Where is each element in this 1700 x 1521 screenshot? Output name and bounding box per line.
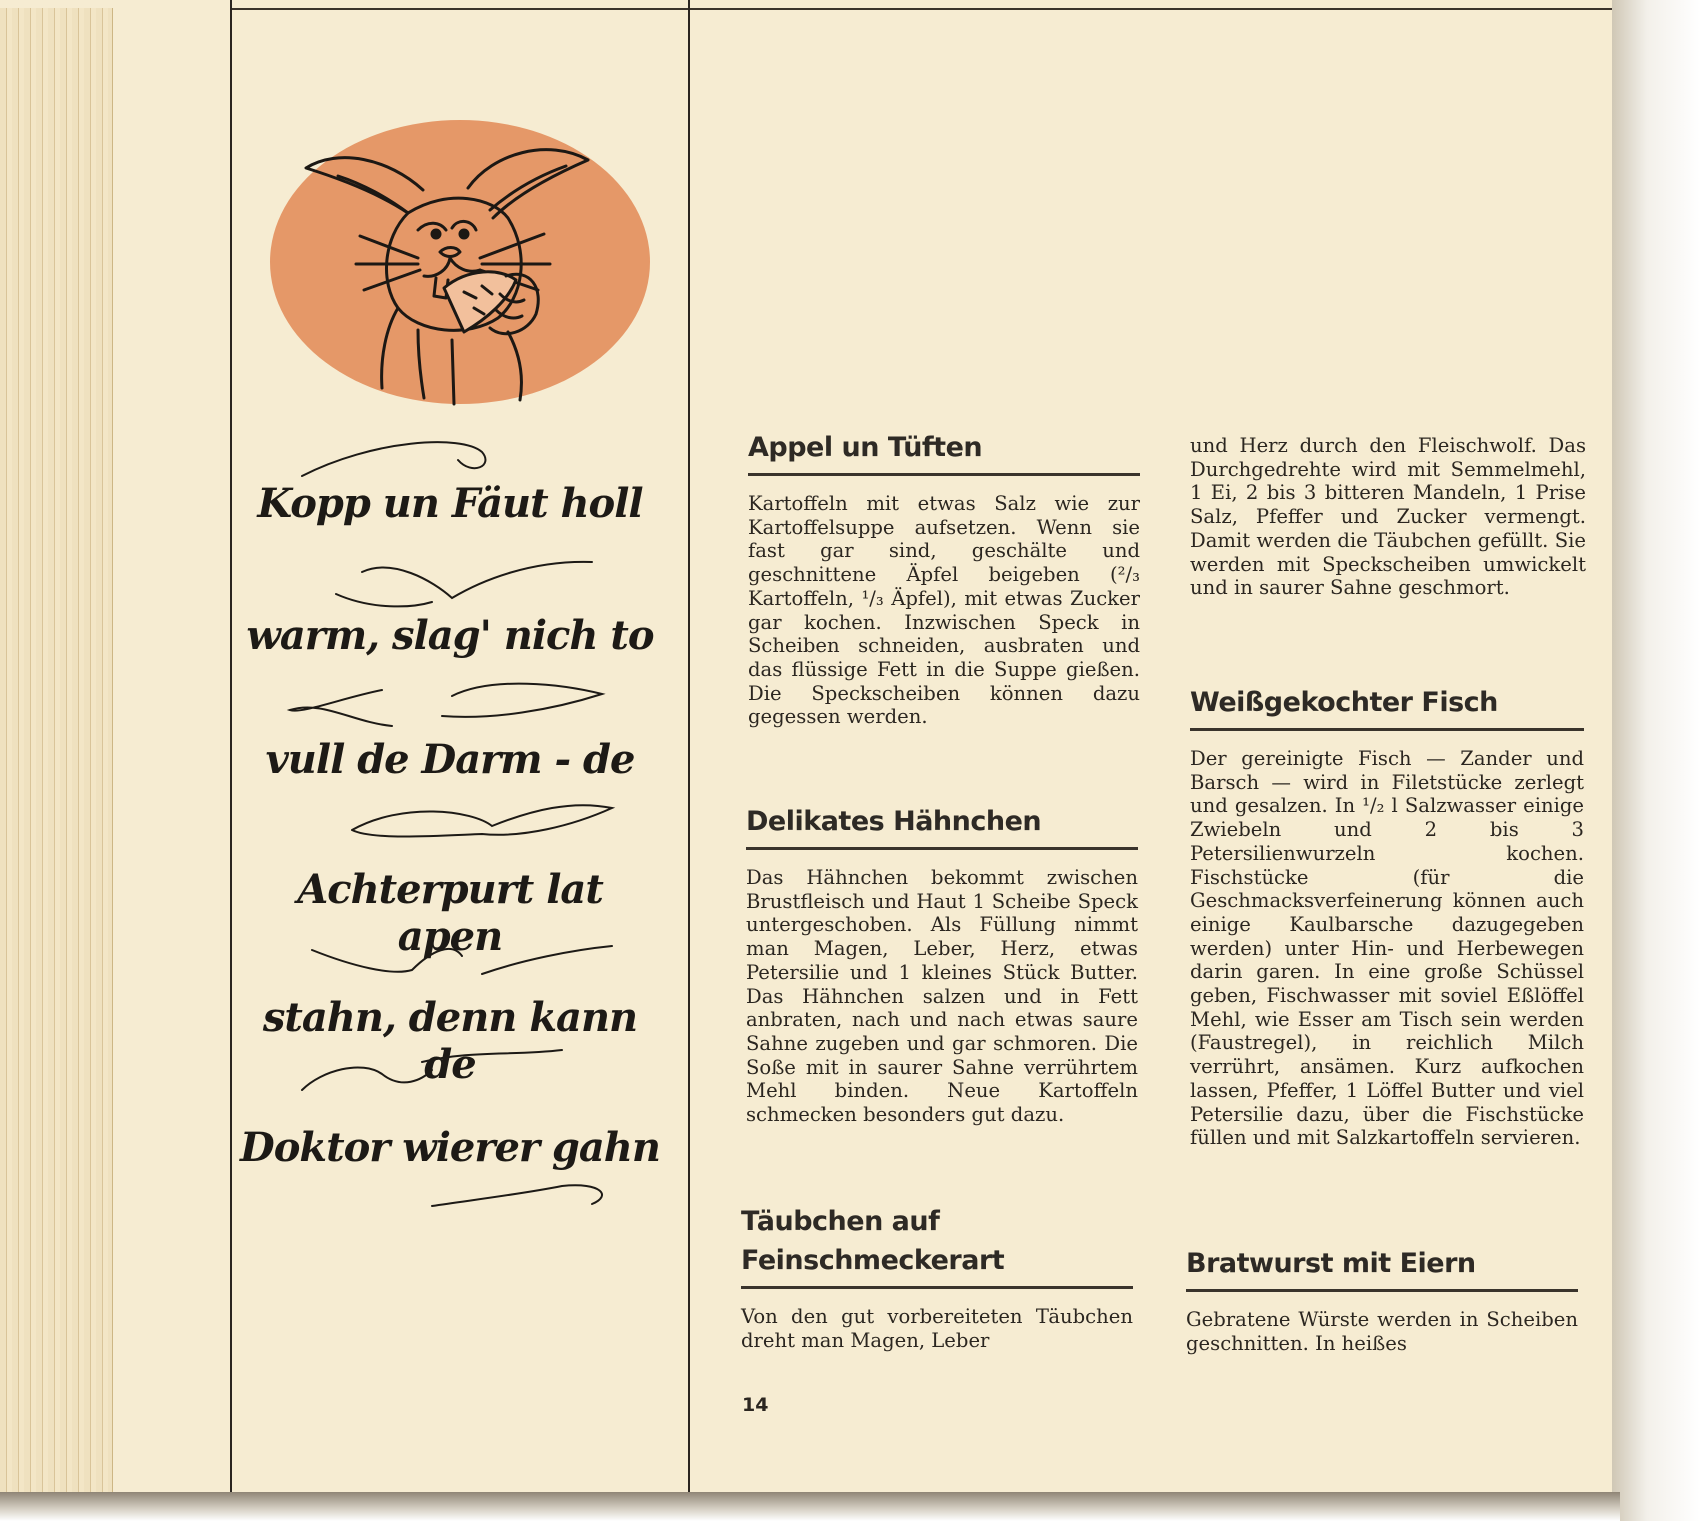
page-bottom-shadow	[0, 1492, 1620, 1521]
recipe-text: Gebratene Würste werden in Scheiben geschnitten. In heißes	[1186, 1308, 1578, 1355]
verse-line-6: Doktor wierer gahn	[240, 1124, 660, 1171]
recipe-title	[741, 1202, 1133, 1289]
verse-line-4: Achterpurt lat apen	[297, 866, 603, 960]
recipe-appel	[748, 428, 1140, 729]
verse-line-1: Kopp un Fäut holl	[257, 480, 643, 527]
page-number: 14	[742, 1394, 769, 1416]
verse-line-3: vull de Darm - de	[265, 736, 635, 783]
recipe-text: und Herz durch den Fleischwolf. Das Durchgedrehte wird mit Semmelmehl, 1 Ei, 2 bis 3 bitteren Mandeln, 1 Prise Salz, Pfeffer und Zucker vermengt. Damit werden die Täubchen gefüllt. Sie werden mit Speckscheiben umwickelt und in saurer Sahne geschmort.	[1190, 434, 1586, 600]
recipe-title: Bratwurst mit Eiern	[1186, 1244, 1578, 1292]
verse-line-5: stahn, denn kann de	[262, 994, 638, 1088]
page-edges	[0, 8, 113, 1492]
recipe-text: Von den gut vorbereiteten Täubchen dreht man Magen, Leber	[741, 1305, 1133, 1352]
top-rule	[232, 8, 1612, 10]
recipe-taeubchen-continued	[1190, 434, 1586, 600]
recipe-text: Der gereinigte Fisch — Zander und Barsch — wird in Filetstücke zerlegt und gesalzen. In ¹/₂ l Salzwasser einige Zwiebeln und 2 bis 3 Petersilienwurzeln kochen. Fischstücke (für die Geschmacksverfeinerung können auch einige Kaulbarsche dazugegeben werden) unter Hin- und Herbewegen darin garen. In eine große Schüssel geben, Fischwasser mit soviel Eßlöffel Mehl, wie Esser am Tisch sein werden (Faustregel), in reichlich Milch verrührt, ansämen. Kurz aufkochen lassen, Pfeffer, 1 Löffel Butter und viel Petersilie dazu, über die Fischstücke füllen und mit Salzkartoffeln servieren.	[1190, 747, 1584, 1150]
recipe-text: Kartoffeln mit etwas Salz wie zur Kartoffelsuppe aufsetzen. Wenn sie fast gar sind, geschälte und geschnittene Äpfel beigeben (²/₃ Kartoffeln, ¹/₃ Äpfel), mit etwas Zucker gar kochen. Inzwischen Speck in Scheiben schneiden, ausbraten und das flüssige Fett in die Suppe gießen. Die Speckscheiben können dazu gegessen werden.	[748, 492, 1140, 729]
rabbit-illustration	[268, 118, 652, 408]
recipe-title: Weißgekochter Fisch	[1190, 683, 1584, 731]
recipe-title-line-1: Täubchen auf	[741, 1206, 940, 1237]
recipe-taeubchen	[741, 1202, 1133, 1352]
recipe-haehnchen	[746, 802, 1138, 1127]
rabbit-background-oval	[270, 120, 650, 404]
verse-line-2: warm, slag' nich to	[246, 612, 654, 659]
recipe-title: Appel un Tüften	[748, 428, 1140, 476]
recipe-fisch	[1190, 683, 1584, 1150]
recipe-bratwurst	[1186, 1244, 1578, 1355]
gutter-rule	[688, 0, 690, 1492]
recipe-text: Das Hähnchen bekommt zwischen Brustfleisch und Haut 1 Scheibe Speck untergeschoben. Als Füllung nimmt man Magen, Leber, Herz, etwas Petersilie und 1 kleines Stück Butter. Das Hähnchen salzen und in Fett anbraten, nach und nach etwas saure Sahne zugeben und gar schmoren. Die Soße mit in saurer Sahne verrührtem Mehl binden. Neue Kartoffeln schmecken besonders gut dazu.	[746, 866, 1138, 1127]
recipe-title: Delikates Hähnchen	[746, 802, 1138, 850]
verse-flourishes	[232, 430, 672, 1230]
recipe-title-line-2: Feinschmeckerart	[741, 1245, 1005, 1276]
page-right-edge	[1612, 0, 1700, 1521]
